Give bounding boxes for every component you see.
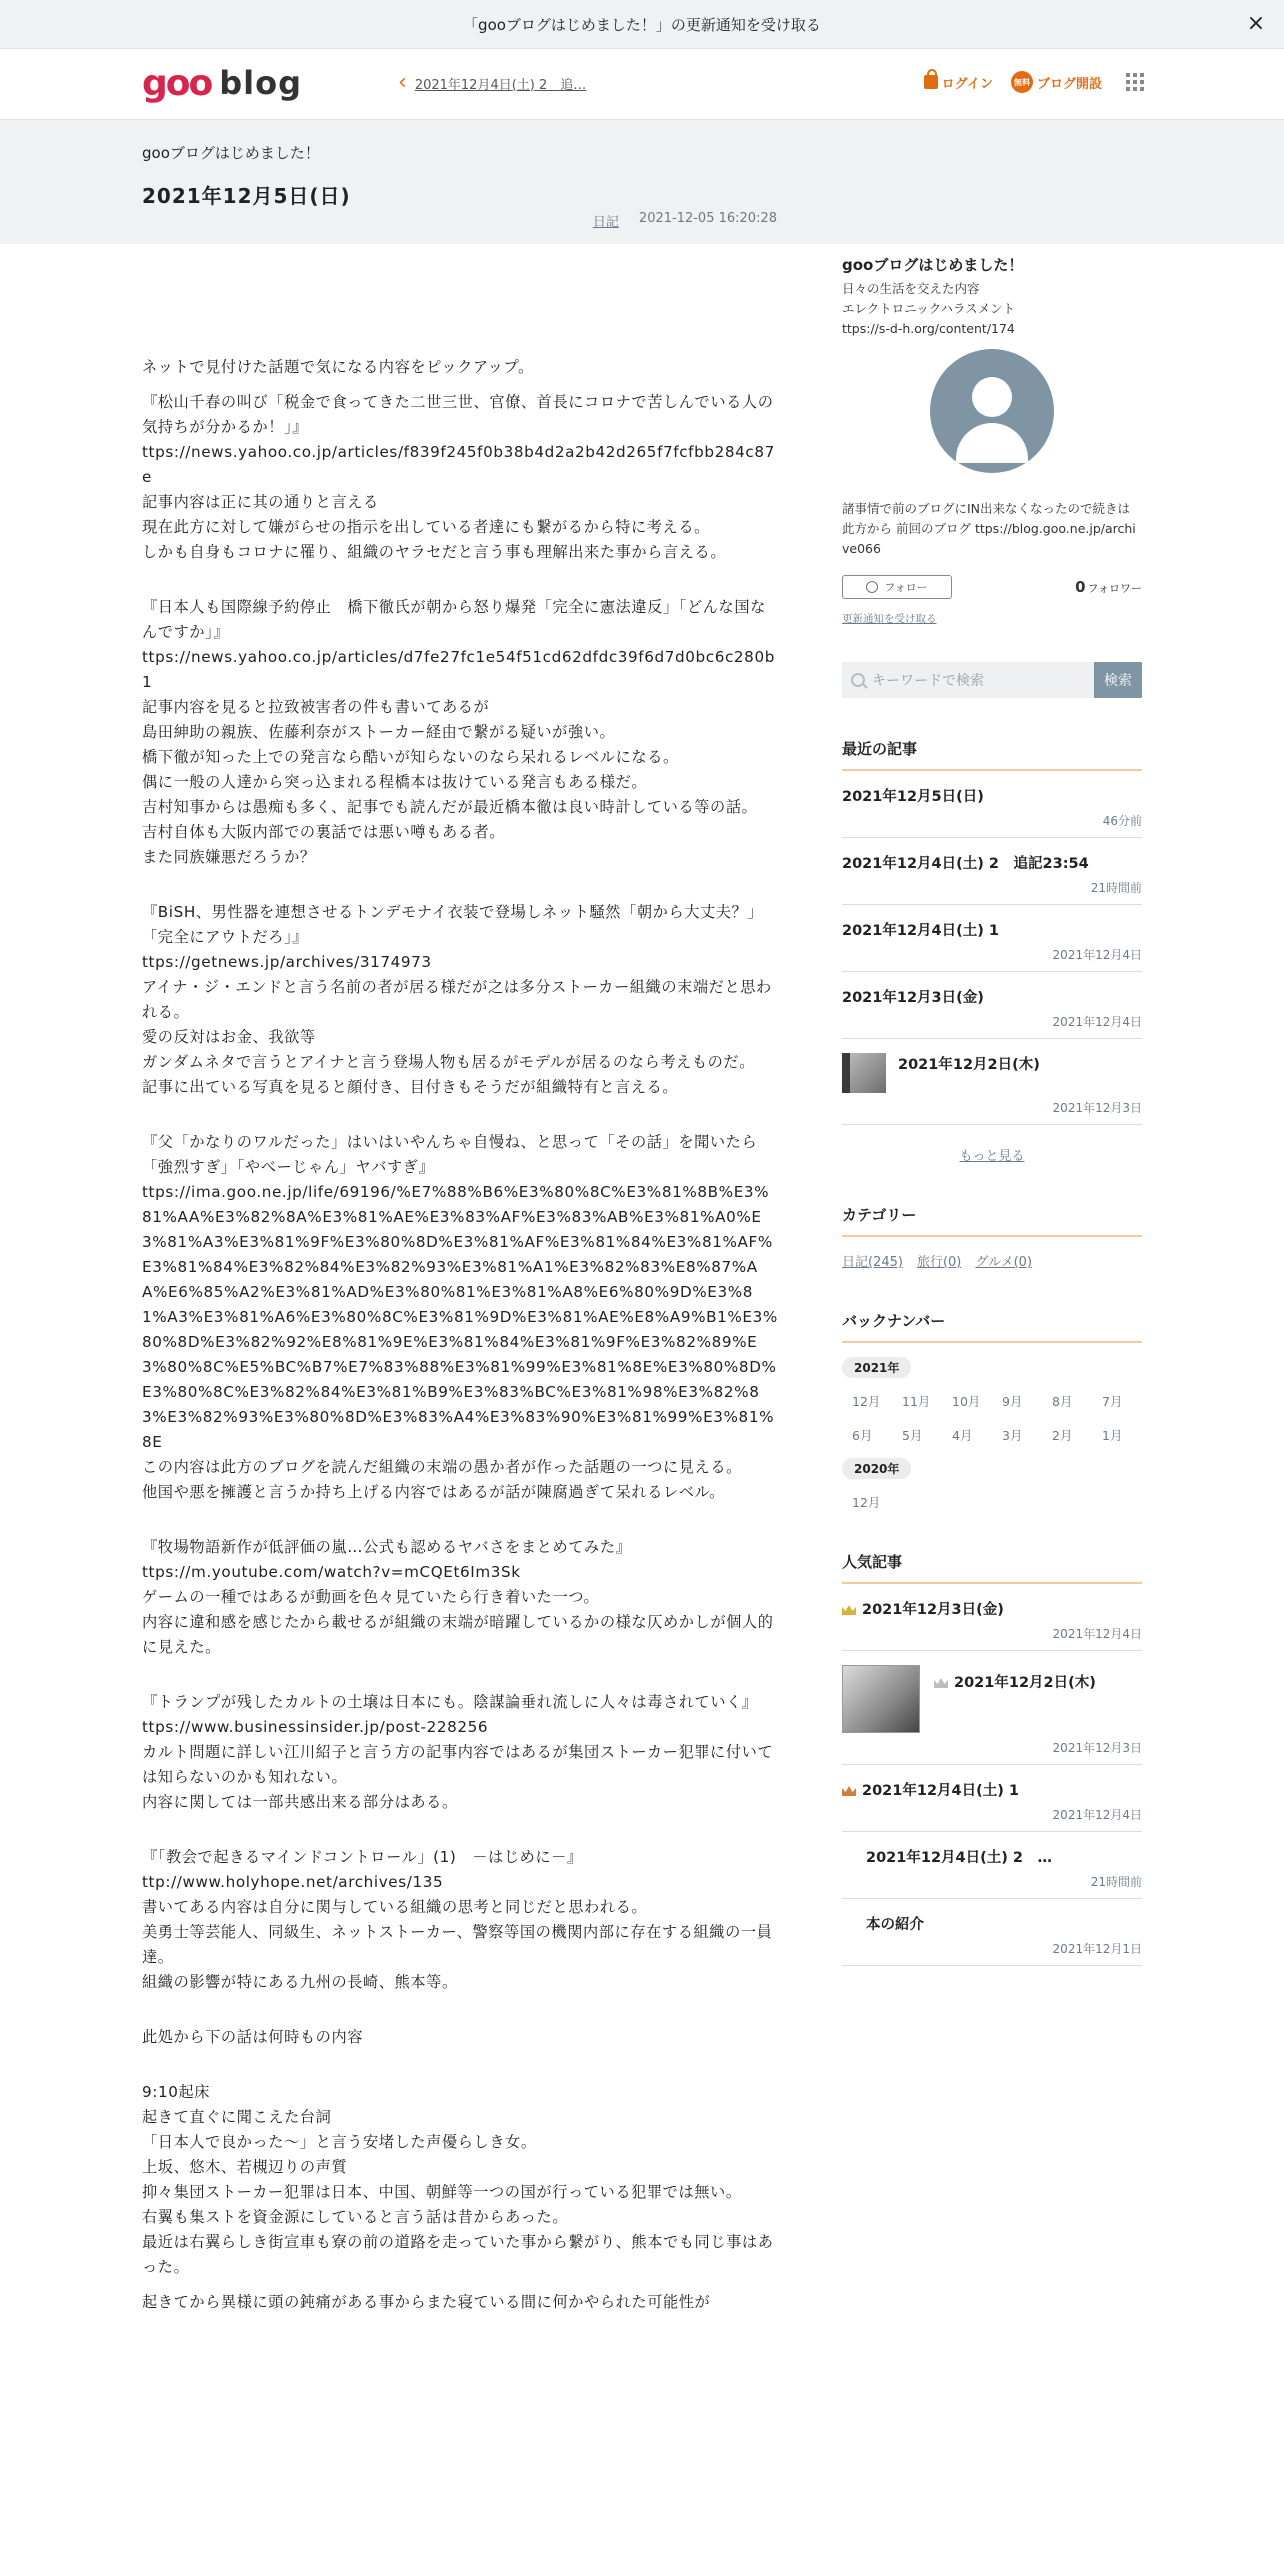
article-paragraph: 『「教会で起きるマインドコントロール」(1) －はじめに－』 ttp://www.holyhope.net/archives/135 書いてある内容は自分に関与している組織の思考と同じだと思われる。 美勇士等芸能人、同級生、ネットストーカー、警察等国の機関内部に存在する組織の一員達。 組織の影響が特にある九州の長崎、熊本等。 (142, 1848, 773, 1991)
list-item[interactable] (842, 771, 1142, 838)
popular-title: 人気記事 (842, 1551, 1142, 1584)
month-link[interactable]: 12月 (852, 1394, 881, 1409)
category-list (842, 1251, 1142, 1270)
list-item[interactable] (842, 1765, 1142, 1832)
title-band (0, 120, 1284, 244)
list-item[interactable] (842, 1651, 1142, 1765)
month-link[interactable]: 9月 (1002, 1394, 1023, 1409)
popular-post-label: 2021年12月4日(土) 1 (862, 1783, 1020, 1799)
open-blog-label: ブログ開設 (1036, 76, 1102, 92)
month-grid (842, 1392, 1142, 1444)
logo-blog-text: blog (219, 64, 302, 102)
recent-post-time: 2021年12月4日 (1052, 1015, 1142, 1029)
site-header (0, 49, 1284, 120)
chevron-left-icon: ‹ (398, 70, 407, 95)
open-blog-button[interactable] (1011, 71, 1102, 93)
popular-post-time: 2021年12月4日 (1052, 1627, 1142, 1641)
header-actions (924, 71, 1144, 93)
month-grid (842, 1493, 1142, 1511)
follow-row (842, 575, 1142, 599)
recent-post-title[interactable]: 2021年12月5日(日) (842, 789, 984, 805)
article-paragraph: 9:10起床 起きて直ぐに聞こえた台詞 「日本人で良かった～」と言う安堵した声優らしき女。 上坂、悠木、若槻辺りの声質 抑々集団ストーカー犯罪は日本、中国、朝鮮等一つの国が行っている犯罪では無い。 右翼も集ストを資金源にしていると言う話は昔からあった。 最近は右翼らしき街宣車も寮の前の道路を走っていた事から繋がり、熊本でも同じ事はあった。 (142, 2083, 774, 2276)
article-body (142, 355, 778, 2325)
post-thumbnail[interactable] (842, 1665, 920, 1733)
follower-number: 0 (1075, 578, 1086, 596)
post-category-link[interactable]: 日記 (592, 215, 619, 230)
search-button[interactable]: 検索 (1094, 662, 1142, 698)
sidebar-blog-name[interactable]: gooブログはじめました！ (842, 256, 1024, 274)
month-link[interactable]: 7月 (1102, 1394, 1123, 1409)
month-link[interactable]: 12月 (852, 1495, 881, 1510)
list-item[interactable] (842, 1899, 1142, 1966)
month-link[interactable]: 2月 (1052, 1428, 1073, 1443)
popular-post-title[interactable]: 2021年12月4日(土) 2 … (866, 1850, 1053, 1866)
popular-post-time: 21時間前 (1090, 1875, 1142, 1889)
popular-post-title[interactable] (842, 1779, 1142, 1800)
year-badge: 2021年 (842, 1357, 911, 1378)
prev-post-link[interactable] (398, 70, 587, 95)
category-link[interactable]: グルメ(0) (975, 1255, 1033, 1270)
search-placeholder: キーワードで検索 (872, 673, 984, 689)
list-item[interactable] (842, 1832, 1142, 1899)
article-paragraph: 『牧場物語新作が低評価の嵐…公式も認めるヤバさをまとめてみた』 ttps://m.youtube.com/watch?v=mCQEt6Im3Sk ゲームの一種ではあるが動画を色々見ていたら行き着いた一つ。 内容に違和感を感じたから載せるが組織の末端が暗躍しているかの様な仄めかしが個人的に見えた。 (142, 1538, 774, 1656)
notify-bar[interactable] (0, 0, 1284, 49)
article-paragraph: 『松山千春の叫び「税金で食ってきた二世三世、官僚、首長にコロナで苦しんでいる人の気持ちが分かるか！」』 ttps://news.yahoo.co.jp/articles/f839f245f0b38b4d2a2b42d265f7fcfbb284c87e 記事内容は正に其の通りと言える 現在此方に対して嫌がらせの指示を出している者達にも繋がるから特に考える。 しかも自身もコロナに罹り、組織のヤラセだと言う事も理解出来た事から言える。 (142, 393, 775, 561)
more-link[interactable]: もっと見る (959, 1149, 1025, 1164)
login-button[interactable] (924, 73, 993, 92)
popular-post-time: 2021年12月3日 (1052, 1741, 1142, 1755)
crown-bronze-icon (842, 1786, 856, 1796)
month-link[interactable]: 10月 (952, 1394, 981, 1409)
follower-label: フォロワー (1087, 582, 1142, 595)
recent-post-title[interactable]: 2021年12月3日(金) (842, 990, 984, 1006)
follower-count (1075, 578, 1142, 596)
post-datetime: 2021-12-05 16:20:28 (638, 211, 777, 226)
follow-button[interactable] (842, 575, 952, 599)
lock-icon (924, 75, 938, 89)
category-link[interactable]: 旅行(0) (916, 1255, 962, 1270)
search-icon (851, 673, 865, 687)
free-badge-icon: 無料 (1011, 71, 1033, 93)
article-paragraph: 起きてから異様に頭の鈍痛がある事からまた寝ている間に何かやられた可能性が (142, 2293, 711, 2311)
category-title: カテゴリー (842, 1204, 1142, 1237)
popular-post-time: 2021年12月1日 (1052, 1942, 1142, 1956)
recent-post-time: 46分前 (1102, 814, 1142, 828)
recent-post-title[interactable]: 2021年12月4日(土) 2 追記23:54 (842, 856, 1089, 872)
article-paragraph: 『父「かなりのワルだった」はいはいやんちゃ自慢ね、と思って「その話」を聞いたら「強烈すぎ」「やべーじゃん」ヤバすぎ』 ttps://ima.goo.ne.jp/life/69196/%E7%88%B6%E3%80%8C%E3%81%8B%E3%81%AA%E3%82%8A%E3%81%AE%E3%83%AF%E3%83%AB%E3%81%A0%E3%81%A3%E3%81%9F%E3%80%8D%E3%81%AF%E3%81%84%E3%81%AF%E3%81%84%E3%82%84%E3%82%93%E3%81%A1%E3%82%83%E8%87%AA%E6%85%A2%E3%81%AD%E3%80%81%E3%81%A8%E6%80%9D%E3%81%A3%E3%81%A6%E3%80%8C%E3%81%9D%E3%81%AE%E8%A9%B1%E3%80%8D%E3%82%92%E8%81%9E%E3%81%84%E3%81%9F%E3%82%89%E3%80%8C%E5%BC%B7%E7%83%88%E3%81%99%E3%81%8E%E3%80%8D%E3%80%8C%E3%82%84%E3%81%B9%E3%83%BC%E3%81%98%E3%82%83%E3%82%93%E3%80%8D%E3%83%A4%E3%83%90%E3%81%99%E3%81%8E この内容は此方のブログを読んだ組織の末端の愚か者が作った話題の一つに見える。 他国や悪を擁護と言うか持ち上げる内容ではあるが話が陳腐過ぎて呆れるレベル。 (142, 1133, 778, 1501)
search-box (842, 662, 1142, 698)
sidebar-description (842, 279, 1142, 339)
sidebar (842, 254, 1142, 1966)
sidebar-note: 諸事情で前のブログにIN出来なくなったので続きは此方から 前回のブログ ttps://blog.goo.ne.jp/archive066 (842, 501, 1136, 556)
popular-post-title[interactable] (934, 1671, 1096, 1692)
crown-silver-icon (934, 1678, 948, 1688)
list-item[interactable] (842, 1039, 1142, 1125)
month-link[interactable]: 8月 (1052, 1394, 1073, 1409)
prev-post-title[interactable]: 2021年12月4日(土) 2 追… (414, 77, 587, 93)
desc-line: 日々の生活を交えた内容 (842, 281, 980, 296)
follow-label: フォロー (884, 581, 928, 594)
backnumber-title: バックナンバー (842, 1310, 1142, 1343)
popular-post-time: 2021年12月4日 (1052, 1808, 1142, 1822)
popular-post-title[interactable]: 本の紹介 (866, 1917, 924, 1933)
year-badge: 2020年 (842, 1458, 911, 1479)
logo-goo-text: goo (142, 62, 212, 104)
month-link[interactable]: 11月 (902, 1394, 931, 1409)
list-item[interactable] (842, 972, 1142, 1039)
post-meta (593, 211, 777, 230)
article-paragraph: 『BiSH、男性器を連想させるトンデモナイ衣装で登場しネット騒然「朝から大丈夫？」「完全にアウトだろ」』 ttps://getnews.jp/archives/3174973 アイナ・ジ・エンドと言う名前の者が居る様だが之は多分ストーカー組織の末端だと思われる。 愛の反対はお金、我欲等 ガンダムネタで言うとアイナと言う登場人物も居るがモデルが居るのなら考えものだ。 記事に出ている写真を見ると顔付き、目付きもそうだが組織特有と言える。 (142, 903, 772, 1096)
popular-post-title[interactable] (842, 1598, 1142, 1619)
avatar (930, 349, 1054, 473)
desc-line: エレクトロニックハラスメント (842, 301, 1016, 316)
page-title: 2021年12月5日(日) (142, 184, 351, 208)
login-label: ログイン (941, 76, 993, 92)
list-item[interactable] (842, 1584, 1142, 1651)
grid-menu-icon[interactable] (1126, 73, 1144, 91)
post-thumbnail[interactable] (842, 1053, 886, 1093)
month-link[interactable]: 6月 (852, 1428, 873, 1443)
crown-gold-icon (842, 1605, 856, 1615)
month-link[interactable]: 4月 (952, 1428, 973, 1443)
recent-post-time: 2021年12月4日 (1052, 948, 1142, 962)
recent-title: 最近の記事 (842, 738, 1142, 771)
article-paragraph: ネットで見付けた話題で気になる内容をピックアップ。 (142, 358, 534, 376)
popular-thumb-row (842, 1665, 1142, 1733)
recent-post-time: 2021年12月3日 (1052, 1101, 1142, 1115)
goo-blog-logo[interactable] (142, 63, 302, 103)
blog-name[interactable]: gooブログはじめました！ (142, 144, 320, 162)
month-link[interactable]: 5月 (902, 1428, 923, 1443)
list-item[interactable] (842, 838, 1142, 905)
recent-post-title[interactable]: 2021年12月2日(木) (898, 1057, 1040, 1073)
recent-post-time: 21時間前 (1090, 881, 1142, 895)
close-icon[interactable]: × (1246, 11, 1266, 36)
list-item[interactable] (842, 905, 1142, 972)
article-paragraph: 『日本人も国際線予約停止 橋下徹氏が朝から怒り爆発「完全に憲法違反」「どんな国なんですか」』 ttps://news.yahoo.co.jp/articles/d7fe27fc1e54f51cd62dfdc39f6d7d0bc6c280b1 記事内容を見ると拉致被害者の件も書いてあるが 島田紳助の親族、佐藤利奈がストーカー経由で繋がる疑いが強い。 橋下徹が知った上での発言なら酷いが知らないのなら呆れるレベルになる。 偶に一般の人達から突っ込まれる程橋本は抜けている発言もある様だ。 吉村知事からは愚痴も多く、記事でも読んだが最近橋本徹は良い時計している等の話。 吉村自体も大阪内部での裏話では悪い噂もある者。 また同族嫌悪だろうか？ (142, 598, 775, 866)
person-icon (866, 581, 878, 593)
category-link[interactable]: 日記(245) (842, 1255, 903, 1270)
search-input[interactable] (842, 662, 1094, 698)
popular-post-label: 2021年12月3日(金) (862, 1602, 1004, 1618)
popular-post-label: 2021年12月2日(木) (954, 1675, 1096, 1691)
recent-post-title[interactable]: 2021年12月4日(土) 1 (842, 923, 1000, 939)
article-paragraph: 此処から下の話は何時もの内容 (142, 2028, 364, 2046)
month-link[interactable]: 3月 (1002, 1428, 1023, 1443)
notify-text[interactable]: 「gooブログはじめました！」の更新通知を受け取る (463, 15, 821, 34)
notify-link[interactable]: 更新通知を受け取る (842, 613, 937, 625)
recent-thumb-row (842, 1053, 1142, 1093)
desc-line: ttps://s-d-h.org/content/174 (842, 321, 1015, 336)
article-paragraph: 『トランプが残したカルトの土壌は日本にも。陰謀論垂れ流しに人々は毒されていく』 ttps://www.businessinsider.jp/post-228256 カルト問題に詳しい江川紹子と言う方の記事内容ではあるが集団ストーカー犯罪に付いては知らないのかも知れない。 内容に関しては一部共感出来る部分はある。 (142, 1693, 774, 1811)
month-link[interactable]: 1月 (1102, 1428, 1123, 1443)
